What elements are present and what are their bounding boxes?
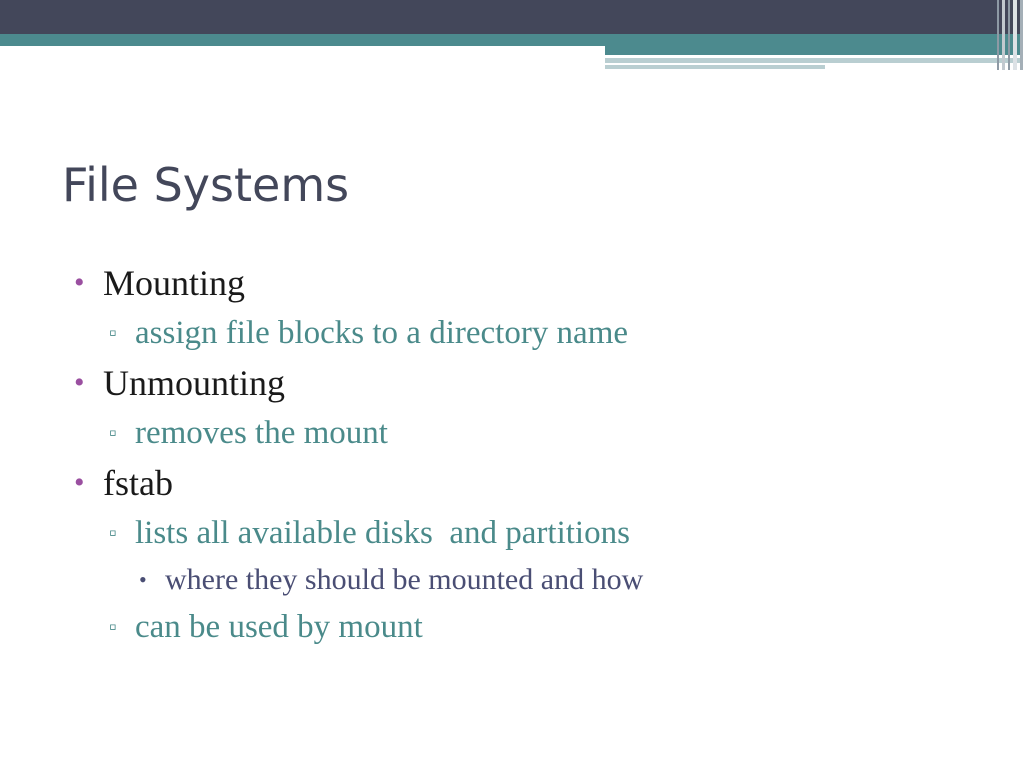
header-light-line-short [605, 65, 825, 69]
bullet-mounting [70, 258, 970, 308]
sub-bullet [70, 602, 970, 652]
header-light-line [605, 58, 1023, 63]
sub-sub-bullet-text: where they should be mounted and how [165, 563, 644, 596]
sub-sub-bullet [70, 558, 970, 602]
bullet-text: Mounting [103, 263, 246, 303]
bullet-dot-icon: • [74, 366, 85, 399]
bullet-text: Unmounting [103, 363, 286, 403]
header-right-band [605, 46, 1023, 55]
bullet-fstab [70, 458, 970, 508]
sub-bullet [70, 508, 970, 558]
bullet-dot-icon: • [74, 266, 85, 299]
sub-bullet-text: can be used by mount [135, 609, 423, 645]
dot-bullet-icon: • [139, 567, 147, 592]
header-stripes [993, 0, 1023, 70]
sub-bullet [70, 408, 970, 458]
header-thin-line [605, 56, 945, 57]
bullet-dot-icon: • [74, 466, 85, 499]
square-bullet-icon: ▫ [109, 520, 117, 545]
square-bullet-icon: ▫ [109, 420, 117, 445]
header-dark-bar [0, 0, 1023, 34]
sub-bullet-text: removes the mount [135, 415, 388, 451]
slide-body [70, 258, 970, 652]
bullet-text: fstab [103, 463, 173, 503]
slide-title: File Systems [62, 158, 350, 212]
header-white-strip [0, 46, 605, 50]
sub-bullet-text: lists all available disks and partitions [135, 515, 630, 551]
sub-bullet [70, 308, 970, 358]
bullet-unmounting [70, 358, 970, 408]
square-bullet-icon: ▫ [109, 614, 117, 639]
header-teal-band [0, 34, 1023, 46]
square-bullet-icon: ▫ [109, 320, 117, 345]
sub-bullet-text: assign file blocks to a directory name [135, 315, 629, 351]
